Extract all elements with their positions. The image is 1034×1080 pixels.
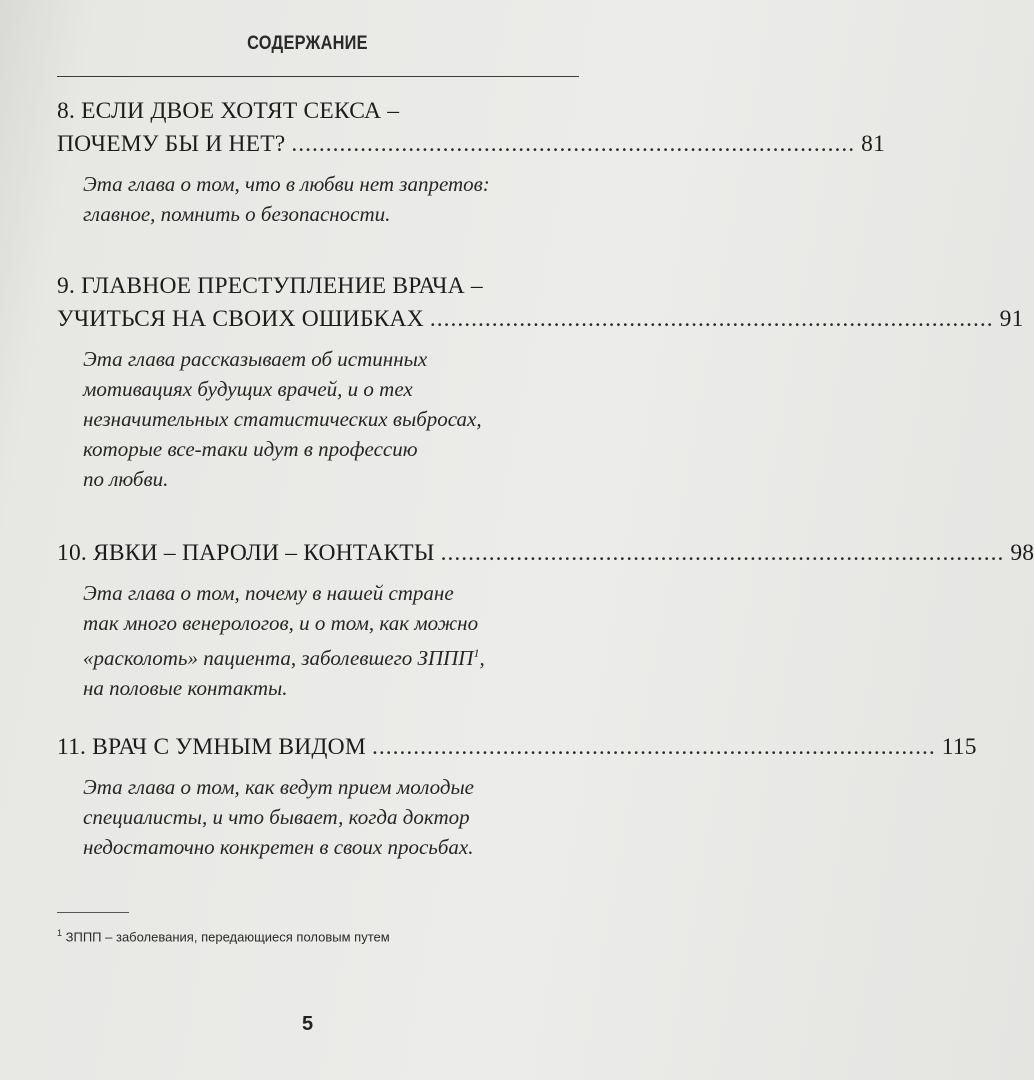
description-line: Эта глава о том, что в любви нет запретов: [83,172,490,196]
toc-entry-11[interactable] [57,731,977,862]
description-line: на половые контакты. [83,676,288,700]
title-line: 8. ЕСЛИ ДВОЕ ХОТЯТ СЕКСА – [57,98,400,124]
description-line: Эта глава о том, почему в нашей стране [83,581,454,605]
entry-description [57,169,577,229]
description-text: «расколоть» пациента, заболевшего ЗППП [83,646,474,670]
title-text: ПОЧЕМУ БЫ И НЕТ? [57,131,286,157]
page-number: 5 [301,1013,314,1035]
footnote-text: ЗППП – заболевания, передающиеся половым путем [65,929,390,945]
title-text: УЧИТЬСЯ НА СВОИХ ОШИБКАХ [57,306,424,332]
entry-title [57,731,977,764]
page-ref: 115 [941,734,977,760]
entry-title [57,95,886,161]
page-header: СОДЕРЖАНИЕ [247,33,368,54]
footnote-marker[interactable]: 1 [473,646,480,660]
leader-dots: .................................................................................. [291,131,856,157]
entry-title [57,537,1034,570]
description-line: Эта глава рассказывает об истинных [83,347,428,371]
title-last-line [57,128,886,161]
page-ref: 98 [1010,540,1034,566]
footnote-number: 1 [57,928,63,938]
header-rule [57,76,579,77]
footnote [57,928,390,944]
footnote-rule [57,912,129,913]
description-line: главное, помнить о безопасности. [83,202,391,226]
entry-description [57,772,577,862]
description-line: мотивациях будущих врачей, и о тех [83,377,413,401]
description-line: специалисты, и что бывает, когда доктор [83,805,470,829]
description-line: так много венерологов, и о том, как можно [83,611,479,635]
description-line: Эта глава о том, как ведут прием молодые [83,775,474,799]
leader-dots: .................................................................................. [440,540,1005,566]
description-line: недостаточно конкретен в своих просьбах. [83,835,474,859]
page-ref: 81 [861,131,886,157]
toc-entry-10[interactable] [57,537,1034,703]
title-last-line [57,303,1024,336]
description-line: незначительных статистических выбросах, [83,407,482,431]
toc-entry-9[interactable] [57,270,1024,494]
description-line: которые все-таки идут в профессию [83,437,418,461]
title-line: 9. ГЛАВНОЕ ПРЕСТУПЛЕНИЕ ВРАЧА – [57,273,483,299]
description-line-with-footnote: «расколоть» пациента, заболевшего ЗППП$^1$, [83,646,485,670]
title-text: 11. ВРАЧ С УМНЫМ ВИДОМ [57,734,366,760]
entry-description [57,344,577,494]
toc-entry-8[interactable] [57,95,886,229]
entry-title [57,270,1024,336]
page-ref: 91 [999,306,1024,332]
title-last-line [57,731,977,764]
leader-dots: .................................................................................. [371,734,936,760]
description-line: по любви. [83,467,169,491]
title-text: 10. ЯВКИ – ПАРОЛИ – КОНТАКТЫ [57,540,435,566]
entry-description [57,578,577,703]
leader-dots: .................................................................................. [429,306,994,332]
title-last-line [57,537,1034,570]
